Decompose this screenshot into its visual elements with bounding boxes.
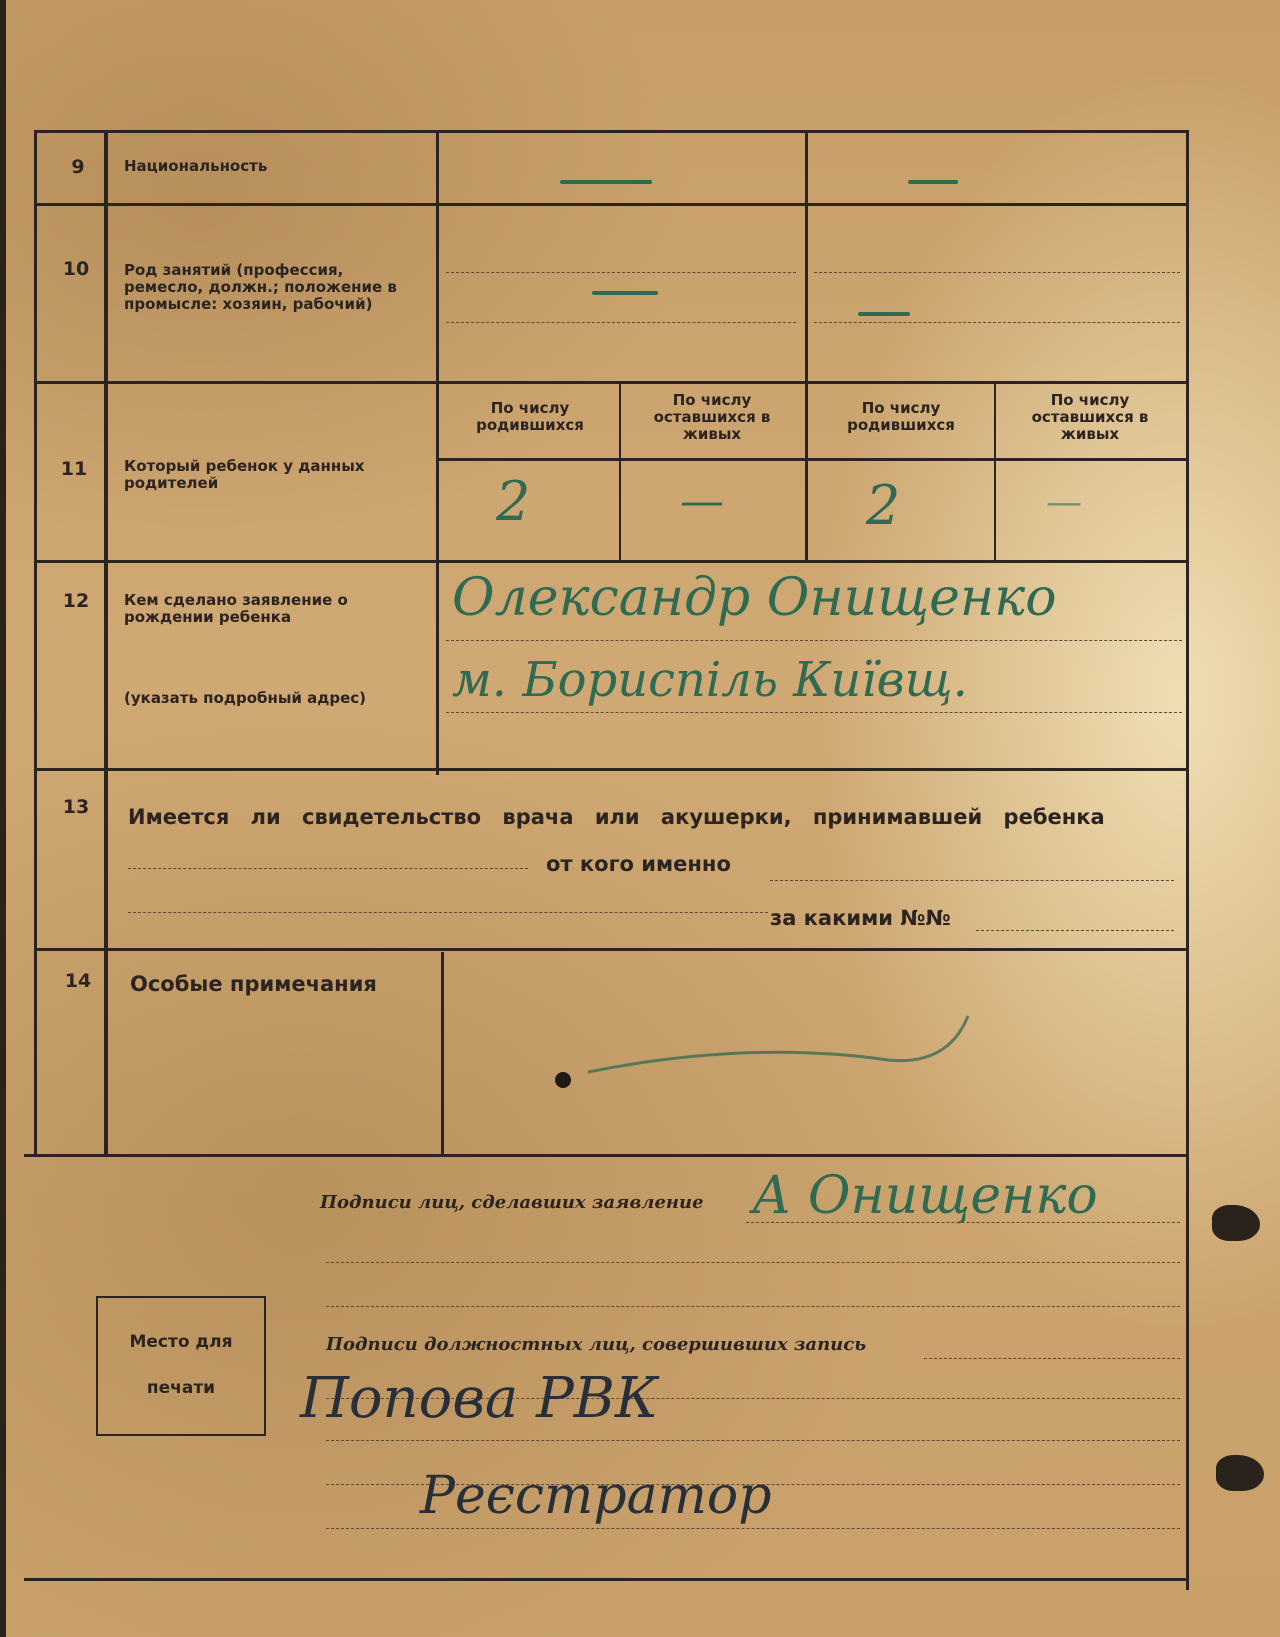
header-mother-living: По числу оставшихся в живых: [1031, 391, 1149, 443]
label-special-notes: Особые примечания: [130, 972, 377, 996]
fill-line: [446, 640, 1182, 641]
label-column-divider: [436, 130, 439, 775]
fill-line: [128, 868, 528, 869]
fill-line: [326, 1306, 1180, 1307]
row-number-9: 9: [71, 156, 85, 178]
nationality-mother-dash: [908, 180, 958, 184]
label-which-numbers: за какими №№: [770, 906, 951, 930]
occupation-mother-dash: [858, 312, 910, 316]
fill-line: [326, 1440, 1180, 1441]
label-child-order: Который ребенок у данных родителей: [124, 457, 365, 492]
mother-living-value: —: [1046, 482, 1082, 523]
staple-mark: [1216, 1455, 1264, 1491]
fill-line: [770, 880, 1174, 881]
row-separator: [34, 768, 1188, 771]
label-address: (указать подробный адрес): [124, 689, 367, 707]
table-border-right: [1186, 130, 1189, 1590]
row-number-13: 13: [62, 796, 90, 818]
fill-line: [446, 712, 1182, 713]
subheader-separator: [439, 458, 1187, 461]
official-signature-2: Реєстратор: [420, 1466, 772, 1526]
father-born-value: 2: [496, 470, 531, 533]
row-number-11: 11: [60, 458, 88, 480]
table-border-top: [34, 130, 1188, 133]
row-number-10: 10: [62, 258, 90, 280]
binding-edge: [0, 0, 6, 1637]
parents-column-divider: [805, 130, 808, 562]
official-signature-1: Попова РВК: [300, 1366, 659, 1431]
row-separator: [34, 560, 1188, 563]
row-number-14: 14: [64, 970, 92, 992]
declarant-address-handwritten: м. Бориспіль Київщ.: [452, 652, 968, 708]
row-separator: [34, 203, 1188, 206]
row-separator: [34, 948, 1188, 951]
label-occupation: Род занятий (профессия, ремесло, должн.; положение в промысле: хозяин, рабочий): [124, 261, 397, 313]
fill-line: [326, 1528, 1180, 1529]
header-father-living: По числу оставшихся в живых: [653, 391, 771, 443]
question-certificate: Имеется ли свидетельство врача или акушерки, принимавшей ребенка: [128, 805, 1105, 829]
table-border-bottom: [24, 1578, 1188, 1581]
declarant-name-handwritten: Олександр Онищенко: [452, 568, 1057, 628]
label-column-divider-14: [441, 952, 444, 1157]
table-border-left: [34, 130, 37, 1155]
mother-born-value: 2: [866, 474, 901, 537]
header-father-born: По числу родившихся: [476, 399, 584, 434]
applicant-signature: А Онищенко: [752, 1166, 1098, 1226]
stamp-label-line1: Место для: [129, 1332, 233, 1352]
staple-mark: [1212, 1205, 1260, 1241]
row-separator: [34, 381, 1188, 384]
fill-line: [446, 322, 796, 323]
row-number-12: 12: [62, 590, 90, 612]
fill-line: [814, 322, 1180, 323]
stamp-label-line2: печати: [146, 1378, 216, 1398]
fill-line: [128, 912, 768, 913]
label-from-whom: от кого именно: [546, 852, 731, 876]
fill-line: [976, 930, 1174, 931]
notes-pen-stroke: [548, 1000, 978, 1090]
fill-line: [924, 1358, 1180, 1359]
father-living-value: —: [680, 476, 724, 527]
label-declarant: Кем сделано заявление о рождении ребенка: [124, 591, 348, 626]
subcolumn-divider: [994, 384, 996, 560]
fill-line: [814, 272, 1180, 273]
nationality-father-dash: [560, 180, 652, 184]
label-nationality: Национальность: [124, 157, 268, 175]
occupation-father-dash: [592, 291, 658, 295]
number-column-divider: [104, 130, 108, 1155]
label-officials-signatures: Подписи должностных лиц, совершивших запись: [326, 1334, 867, 1355]
fill-line: [446, 272, 796, 273]
header-mother-born: По числу родившихся: [847, 399, 955, 434]
row-separator: [24, 1154, 1188, 1157]
subcolumn-divider: [619, 384, 621, 560]
label-applicants-signatures: Подписи лиц, сделавших заявление: [320, 1192, 704, 1213]
fill-line: [326, 1262, 1180, 1263]
stamp-placeholder-box: [96, 1296, 266, 1436]
